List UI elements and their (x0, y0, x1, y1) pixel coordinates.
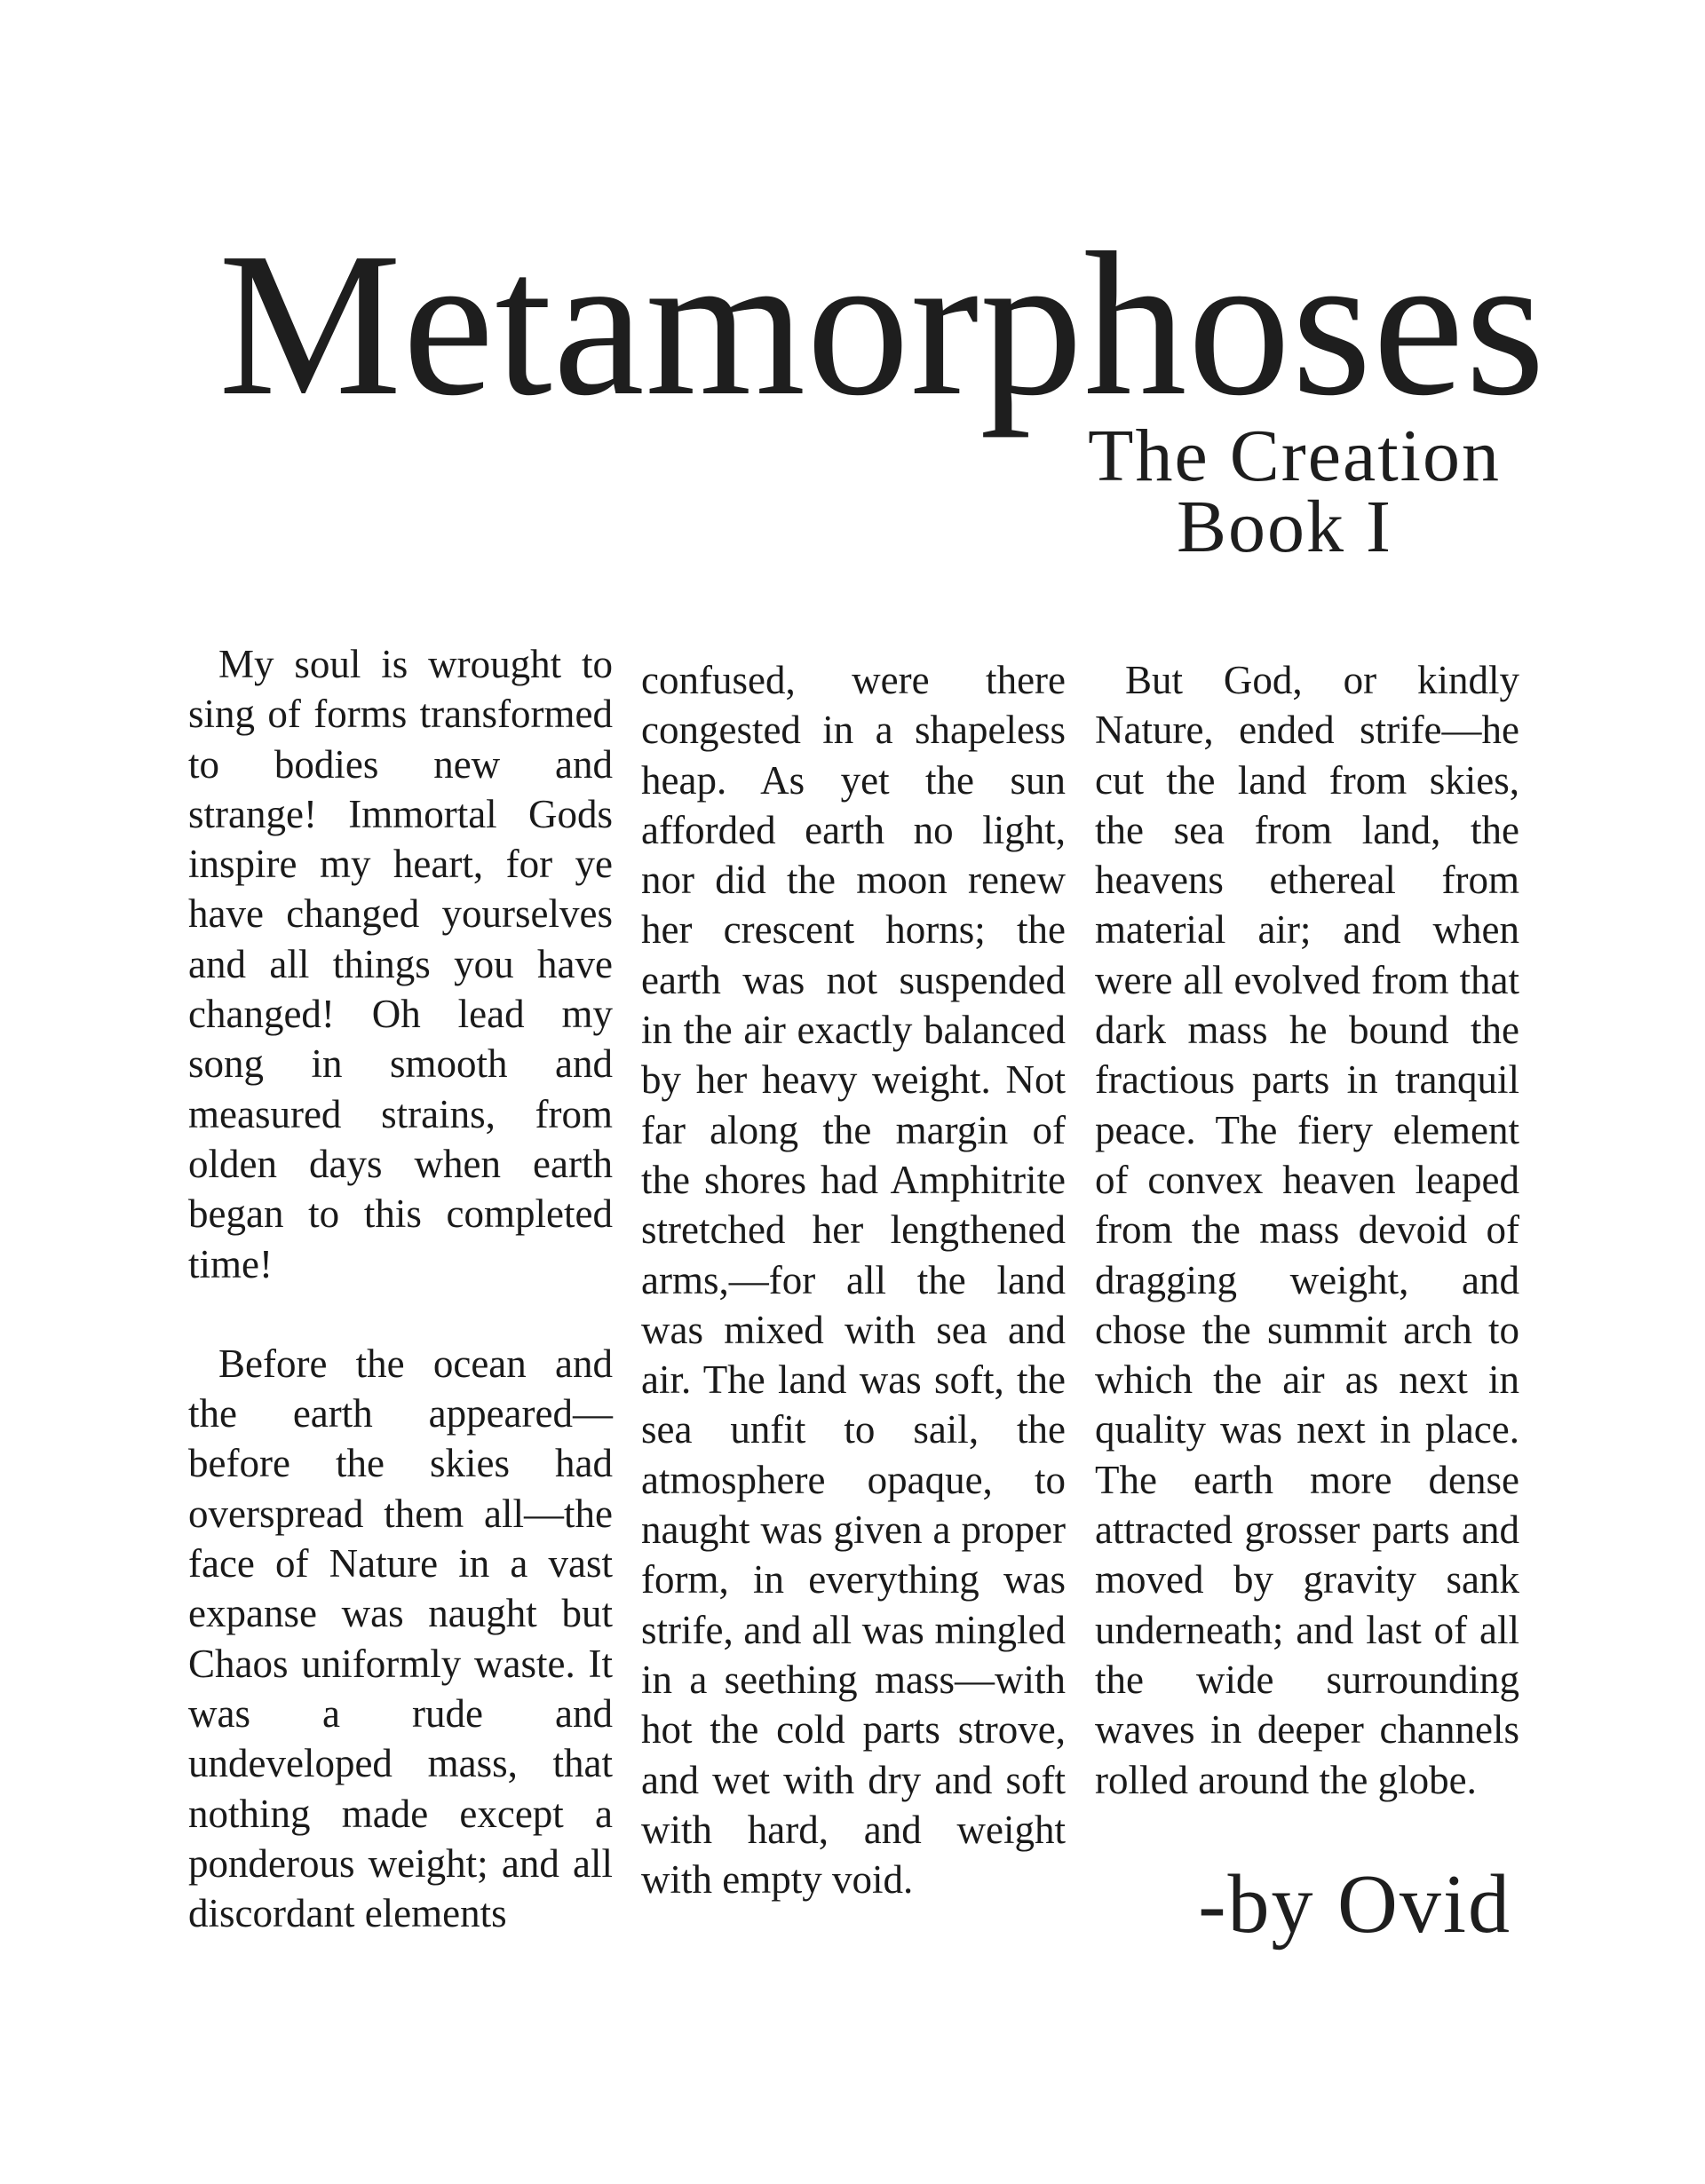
page-subtitle: The Creation (1088, 415, 1501, 497)
text-column-1 (188, 639, 613, 1938)
paragraph-chaos-continued: confused, were there congested in a shapeless heap. As yet the sun afforded earth no light, nor did the moon renew her crescent horns; the earth was not suspended in the air exactly balanced by her heavy weight. Not far along the margin of the shores had Amphitrite stretched her lengthened arms,—for all the land was mixed with sea and air. The land was soft, the sea unfit to sail, the atmosphere opaque, to naught was given a proper form, in everything was strife, and all was mingled in a seething mass—with hot the cold parts strove, and wet with dry and soft with hard, and weight with empty void. (641, 658, 1066, 1903)
paragraph-creation: But God, or kindly Nature, ended strife—he cut the land from skies, the sea from land, the heavens ethereal from material air; and when were all evolved from that dark mass he bound the fractious parts in tranquil peace. The fiery element of convex heaven leaped from the mass devoid of dragging weight, and chose the summit arch to which the air as next in quality was next in place. The earth more dense attracted grosser parts and moved by gravity sank underneath; and last of all the wide surrounding waves in deeper channels rolled around the globe. (1095, 658, 1519, 1802)
paragraph-chaos: Before the ocean and the earth appeared—before the skies had overspread them all—the face of Nature in a vast expanse was naught but Chaos uniformly waste. It was a rude and undeveloped mass, that nothing made except a ponderous weight; and all discordant elements (188, 1341, 613, 1936)
text-column-2 (641, 655, 1066, 1904)
text-column-3 (1095, 655, 1519, 1805)
book-number: Book I (1177, 486, 1392, 568)
paragraph-gap (188, 1289, 613, 1339)
author-signature: -by Ovid (1198, 1858, 1511, 1951)
paragraph-invocation: My soul is wrought to sing of forms transformed to bodies new and strange! Immortal Gods inspire my heart, for ye have changed yourselves and all things you have changed! Oh lead my song in smooth and measured strains, from olden days when earth began to this completed time! (188, 642, 613, 1286)
page-title: Metamorphoses (218, 210, 1546, 439)
